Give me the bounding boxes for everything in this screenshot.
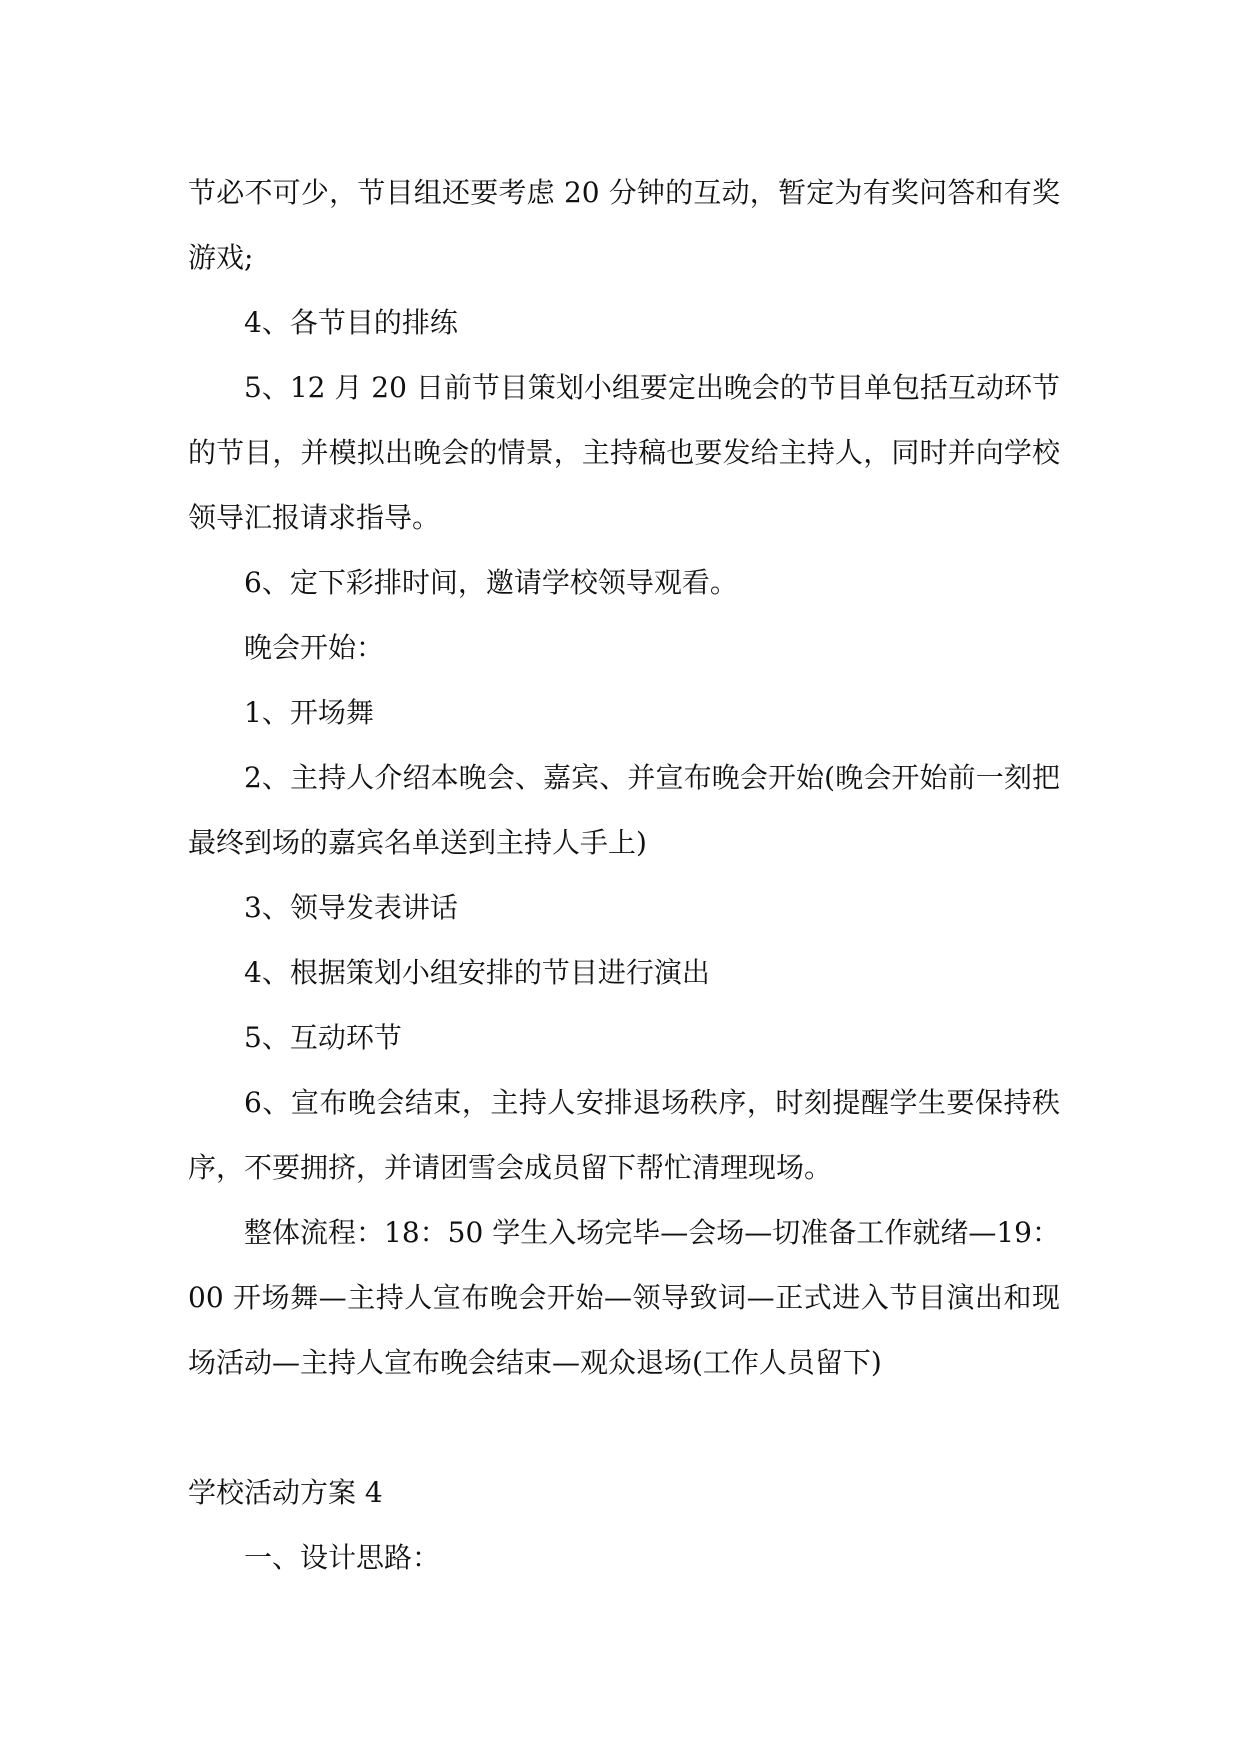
- section-first-item: 一、设计思路：: [244, 1541, 441, 1574]
- paragraph-dress-rehearsal: 6、定下彩排时间，邀请学校领导观看。: [244, 566, 738, 599]
- document-body: [188, 160, 1060, 1590]
- paragraph-interaction: 5、互动环节: [244, 1021, 402, 1054]
- paragraph-overall-flow: 整体流程：18：50 学生入场完毕—会场—切准备工作就绪—19：00 开场舞—主持人宣布晚会开始—领导致词—正式进入节目演出和现场活动—主持人宣布晚会结束—观众退场(工作人员留下): [188, 1216, 1060, 1379]
- paragraph-opening-dance: 1、开场舞: [244, 696, 374, 729]
- paragraph-continuation: 节必不可少，节目组还要考虑 20 分钟的互动，暂定为有奖问答和有奖游戏;: [188, 176, 1060, 274]
- paragraph-program-list: 5、12 月 20 日前节目策划小组要定出晚会的节目单包括互动环节的节目，并模拟出晚会的情景，主持稿也要发给主持人，同时并向学校领导汇报请求指导。: [188, 371, 1060, 534]
- section-title: 学校活动方案 4: [188, 1476, 383, 1509]
- paragraph-performance: 4、根据策划小组安排的节目进行演出: [244, 956, 710, 989]
- paragraph-leader-speech: 3、领导发表讲话: [244, 891, 458, 924]
- paragraph-gala-end: 6、宣布晚会结束，主持人安排退场秩序，时刻提醒学生要保持秩序，不要拥挤，并请团雪会成员留下帮忙清理现场。: [188, 1086, 1060, 1184]
- paragraph-gala-start: 晚会开始：: [244, 631, 385, 664]
- paragraph-host-intro: 2、主持人介绍本晚会、嘉宾、并宣布晚会开始(晚会开始前一刻把最终到场的嘉宾名单送到主持人手上): [188, 761, 1060, 859]
- paragraph-rehearsal: 4、各节目的排练: [244, 306, 458, 339]
